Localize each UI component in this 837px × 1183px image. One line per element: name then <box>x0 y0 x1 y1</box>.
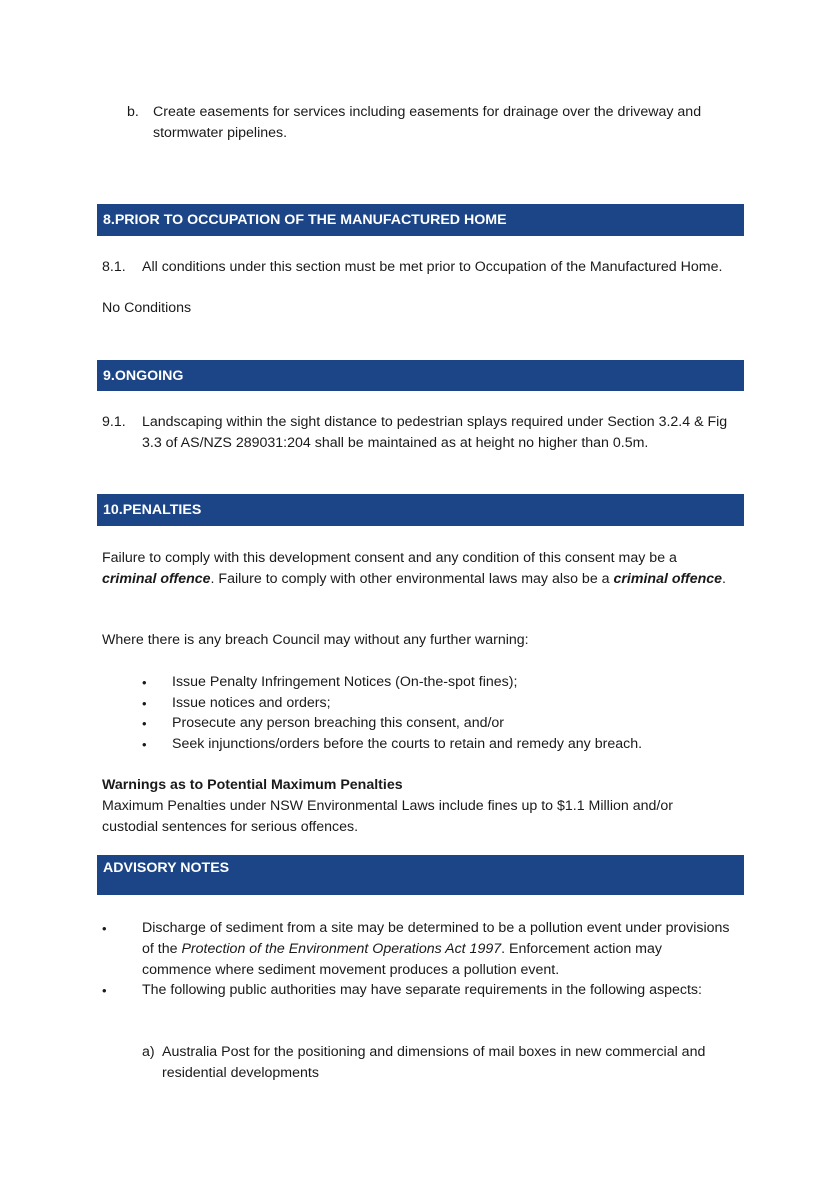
clause-9-1 <box>102 412 742 454</box>
breach-actions-list <box>142 672 742 754</box>
clause-number: 9.1. <box>102 414 126 430</box>
section-heading-text: 8.PRIOR TO OCCUPATION OF THE MANUFACTURED HOME <box>103 212 507 228</box>
section-heading-8 <box>97 204 744 236</box>
bullet-icon: • <box>102 921 107 936</box>
section-heading-10 <box>97 494 744 526</box>
no-conditions-note: No Conditions <box>102 300 192 316</box>
advisory-note-1 <box>102 918 732 981</box>
criminal-offence-emphasis: criminal offence <box>613 571 723 587</box>
list-item <box>142 693 742 714</box>
advisory-sub-item-a <box>142 1042 742 1084</box>
warnings-text: Maximum Penalties under NSW Environmental Laws include fines up to $1.1 Million and/or custodial sentences for serious offences. <box>102 798 673 835</box>
section-heading-advisory <box>97 855 744 895</box>
advisory-text: . Enforcement action may commence where sediment movement produces a pollution event. <box>142 941 662 978</box>
breach-paragraph: Where there is any breach Council may without any further warning: <box>102 632 529 648</box>
list-item <box>142 672 742 693</box>
section-heading-text: ADVISORY NOTES <box>103 860 230 876</box>
advisory-note-text: The following public authorities may have separate requirements in the following aspects: <box>142 982 702 998</box>
clause-8-1 <box>102 257 742 278</box>
list-item-text: Prosecute any person breaching this consent, and/or <box>172 715 505 732</box>
advisory-note-2 <box>102 980 732 1001</box>
bullet-icon: • <box>142 716 147 732</box>
list-item-text: Issue notices and orders; <box>172 694 331 711</box>
bullet-icon: • <box>142 695 147 711</box>
bullet-icon: • <box>142 736 147 752</box>
section-heading-text: 9.ONGOING <box>103 368 184 384</box>
list-item <box>142 734 742 755</box>
advisory-note-text <box>142 918 732 981</box>
penalties-text: . Failure to comply with other environmental laws may also be a <box>210 571 614 587</box>
penalties-text: Failure to comply with this development consent and any condition of this consent may be a <box>102 550 677 566</box>
advisory-text: Discharge of sediment from a site may be determined to be a pollution event under provisions of the <box>142 920 730 957</box>
section-heading-text: 10.PENALTIES <box>103 502 202 518</box>
list-item-text: Issue Penalty Infringement Notices (On-the-spot fines); <box>172 674 518 690</box>
bullet-icon: • <box>142 675 147 690</box>
bullet-icon: • <box>102 983 107 998</box>
list-marker: a) <box>142 1044 155 1060</box>
penalties-paragraph <box>102 548 732 590</box>
section-heading-9 <box>97 360 744 391</box>
penalties-text: . <box>722 571 726 587</box>
list-item-text: Australia Post for the positioning and dimensions of mail boxes in new commercial and residential developments <box>162 1044 706 1081</box>
clause-text: All conditions under this section must be met prior to Occupation of the Manufactured Home. <box>142 259 723 275</box>
list-item-text: Seek injunctions/orders before the courts to retain and remedy any breach. <box>172 735 643 752</box>
list-item-text: Create easements for services including easements for drainage over the driveway and stormwater pipelines. <box>153 104 702 141</box>
list-item-b <box>127 102 727 144</box>
criminal-offence-emphasis: criminal offence <box>102 571 211 587</box>
clause-text: Landscaping within the sight distance to pedestrian splays required under Section 3.2.4 & Fig 3.3 of AS/NZS 289031:204 shall be maintained as at height no higher than 0.5m. <box>142 414 728 451</box>
warnings-heading: Warnings as to Potential Maximum Penalties <box>102 777 403 793</box>
clause-number: 8.1. <box>102 259 126 275</box>
act-title: Protection of the Environment Operations Act 1997 <box>181 941 502 957</box>
list-item <box>142 713 742 734</box>
list-marker: b. <box>127 104 139 120</box>
